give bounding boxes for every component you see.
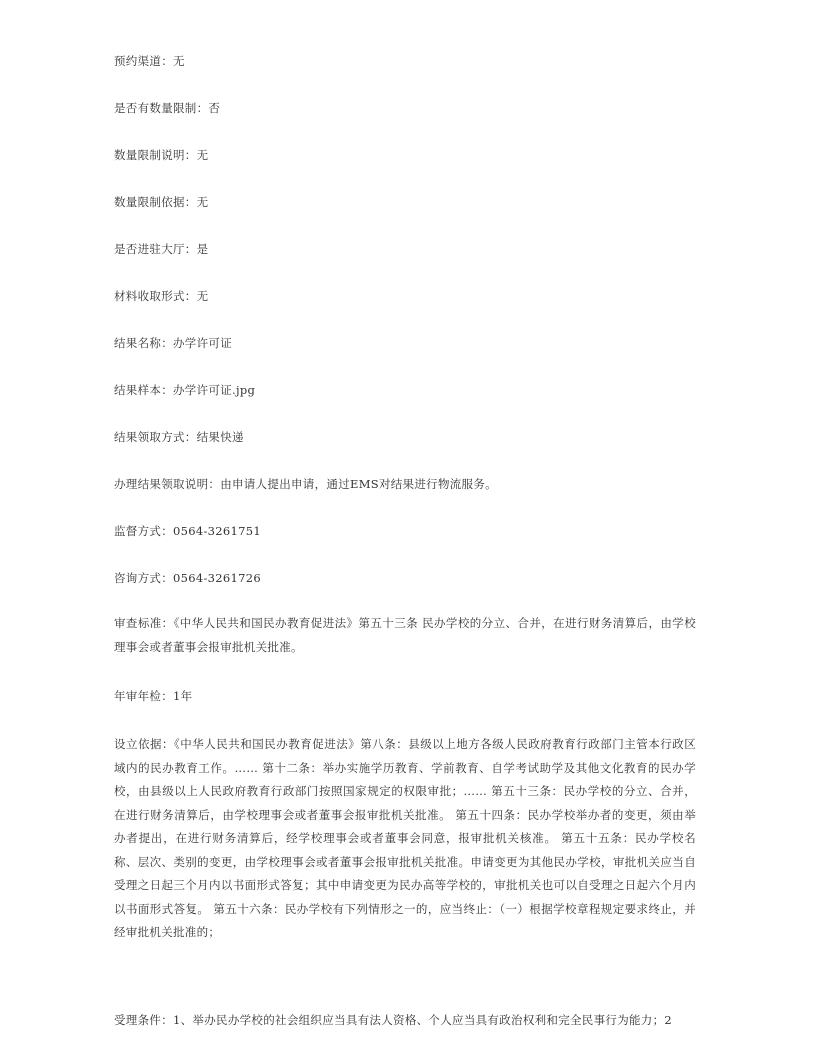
- field-result-name: [114, 335, 696, 351]
- field-value: 0564-3261726: [173, 571, 261, 585]
- annual-review-value: 1年: [173, 689, 193, 703]
- field-value: 否: [208, 101, 221, 115]
- field-label: 办理结果领取说明：: [114, 477, 221, 491]
- review-standard-text: 《中华人民共和国民办教育促进法》第五十三条 民办学校的分立、合并，在进行财务清算后，由学校理事会或者董事会报审批机关批准。: [114, 616, 697, 654]
- review-standard-label: 审查标准：: [114, 616, 174, 630]
- field-quantity-limit: [114, 100, 696, 116]
- acceptance-conditions-label: 受理条件：: [114, 1013, 173, 1027]
- field-value: 办学许可证: [173, 336, 232, 350]
- field-material-collection-form: [114, 288, 696, 304]
- field-booking-channel: [114, 53, 696, 69]
- field-value: 结果快递: [196, 430, 244, 444]
- field-result-pickup-note: [114, 476, 696, 492]
- field-label: 监督方式：: [114, 524, 173, 538]
- review-standard-paragraph: [114, 612, 696, 659]
- annual-review-line: [114, 688, 696, 704]
- field-label: 结果领取方式：: [114, 430, 197, 444]
- field-value: 无: [196, 148, 209, 162]
- field-label: 预约渠道：: [114, 54, 173, 68]
- field-label: 材料收取形式：: [114, 289, 197, 303]
- field-quantity-limit-basis: [114, 194, 696, 210]
- legal-basis-text: 《中华人民共和国民办教育促进法》第八条：县级以上地方各级人民政府教育行政部门主管本行政区域内的民办教育工作。…… 第十二条：举办实施学历教育、学前教育、自学考试助学及其他文化教育的民办学校，由县级以上人民政府教育行政部门按照国家规定的权限审批；…… 第五十三条：民办学校的分立、合并，在进行财务清算后，由学校理事会或者董事会报审批机关批准。 第五十四条：民办学校举办者的变更，须由举办者提出，在进行财务清算后，经学校理事会或者董事会同意，报审批机关核准。 第五十五条：民办学校名称、层次、类别的变更，由学校理事会或者董事会报审批机关批准。申请变更为其他民办学校，审批机关应当自受理之日起三个月内以书面形式答复；其中申请变更为民办高等学校的，审批机关也可以自受理之日起六个月内以书面形式答复。 第五十六条：民办学校有下列情形之一的，应当终止：（一）根据学校章程规定要求终止，并经审批机关批准的；: [114, 737, 696, 939]
- annual-review-label: 年审年检：: [114, 689, 173, 703]
- field-result-pickup-method: [114, 429, 696, 445]
- field-value: 由申请人提出申请，通过EMS对结果进行物流服务。: [220, 477, 497, 491]
- field-label: 数量限制依据：: [114, 195, 197, 209]
- field-inquiry-phone: [114, 570, 696, 586]
- field-value: 无: [173, 54, 185, 68]
- field-label: 数量限制说明：: [114, 148, 197, 162]
- field-value: 是: [196, 242, 209, 256]
- field-quantity-limit-description: [114, 147, 696, 163]
- legal-basis-paragraph: [114, 733, 696, 945]
- field-label: 结果名称：: [114, 336, 173, 350]
- field-value: 办学许可证.jpg: [173, 383, 256, 397]
- legal-basis-label: 设立依据：: [114, 737, 174, 751]
- acceptance-conditions-line: [114, 1012, 696, 1028]
- field-label: 是否有数量限制：: [114, 101, 209, 115]
- field-label: 是否进驻大厅：: [114, 242, 197, 256]
- field-value: 0564-3261751: [173, 524, 261, 538]
- acceptance-conditions-text: 1、举办民办学校的社会组织应当具有法人资格、个人应当具有政治权利和完全民事行为能力；2: [173, 1013, 673, 1027]
- field-label: 结果样本：: [114, 383, 173, 397]
- field-value: 无: [196, 195, 209, 209]
- field-label: 咨询方式：: [114, 571, 173, 585]
- field-in-service-hall: [114, 241, 696, 257]
- field-supervision-phone: [114, 523, 696, 539]
- field-result-sample: [114, 382, 696, 398]
- field-value: 无: [196, 289, 209, 303]
